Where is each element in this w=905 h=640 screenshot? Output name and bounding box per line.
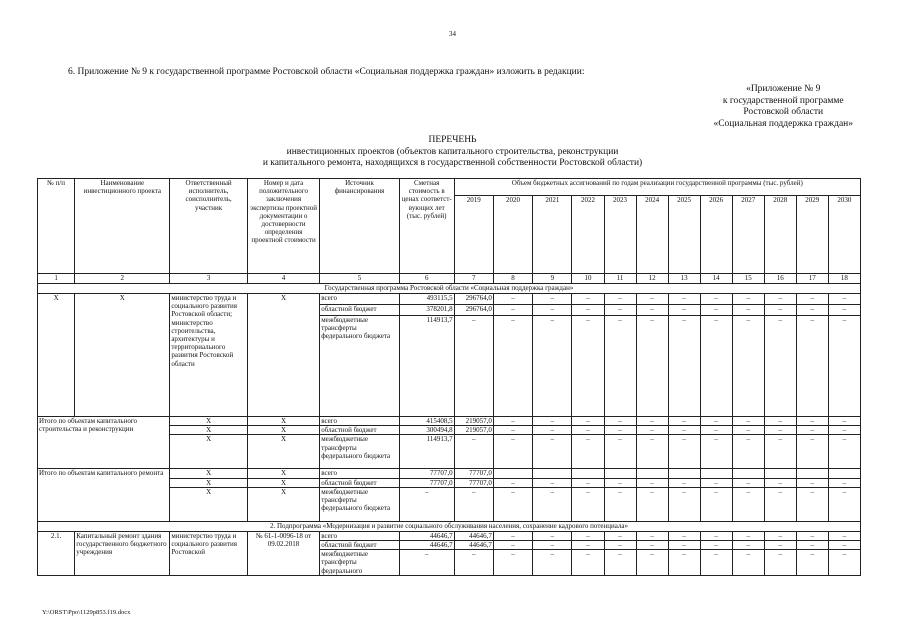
cell-x: Х — [170, 417, 248, 426]
dash-cell: – — [604, 305, 636, 316]
dash-cell: – — [604, 435, 636, 469]
col-number: 13 — [668, 274, 700, 284]
dash-cell: – — [636, 305, 668, 316]
dash-cell: – — [668, 426, 700, 435]
cost-cell: 114913,7 — [399, 316, 454, 417]
dash-cell: – — [700, 426, 732, 435]
dash-cell: – — [604, 541, 636, 550]
dash-cell: – — [668, 550, 700, 576]
dash-cell: – — [796, 316, 828, 417]
dash-cell: – — [572, 426, 604, 435]
dash-cell: – — [533, 550, 572, 576]
dash-cell: – — [796, 541, 828, 550]
source-cell: областной бюджет — [320, 305, 400, 316]
cell-x: Х — [247, 478, 319, 487]
year-header: 2023 — [604, 196, 636, 274]
dash-cell: – — [732, 294, 764, 305]
year-header: 2024 — [636, 196, 668, 274]
dash-cell: – — [700, 550, 732, 576]
dash-cell: – — [796, 305, 828, 316]
dash-cell: – — [493, 531, 532, 540]
dash-cell: – — [796, 294, 828, 305]
col-number: 2 — [75, 274, 170, 284]
table-row — [38, 294, 861, 305]
dash-cell: – — [668, 305, 700, 316]
dash-cell: – — [668, 294, 700, 305]
cost-cell: – — [399, 487, 454, 521]
dash-cell: – — [668, 487, 700, 521]
dash-cell: – — [700, 305, 732, 316]
col-number: 3 — [170, 274, 248, 284]
dash-cell: – — [668, 541, 700, 550]
executor-cell: министерство труда и социального развития Ростовской области; министерство строительства, архитектуры и территориального развития Ростовской области — [170, 294, 248, 417]
source-cell: областной бюджет — [320, 426, 400, 435]
dash-cell: – — [828, 487, 860, 521]
title-line: ПЕРЕЧЕНЬ — [428, 135, 477, 145]
cell-x: Х — [247, 487, 319, 521]
dash-cell: – — [604, 316, 636, 417]
dash-cell: – — [572, 550, 604, 576]
dash-cell: – — [732, 305, 764, 316]
year-header: 2026 — [700, 196, 732, 274]
dash-cell: – — [796, 417, 828, 426]
dash-cell: – — [828, 426, 860, 435]
dash-cell: – — [636, 550, 668, 576]
dash-cell: – — [700, 478, 732, 487]
header-cost: Сметная стоимость в ценах соответст-вующих лет (тыс. рублей) — [399, 179, 454, 274]
page-number: 34 — [449, 30, 456, 38]
col-number: 14 — [700, 274, 732, 284]
dash-cell: – — [764, 550, 796, 576]
cell-x: Х — [247, 417, 319, 426]
header-expertise: Номер и дата положительного заключения экспертизы проектной документации о достоверности определения проектной стоимости — [247, 179, 319, 274]
dash-cell: – — [572, 541, 604, 550]
dash-cell: – — [572, 435, 604, 469]
cell-x: Х — [170, 426, 248, 435]
dash-cell: – — [700, 435, 732, 469]
col-number: 9 — [533, 274, 572, 284]
column-number-row — [38, 274, 861, 284]
dash-cell: – — [493, 487, 532, 521]
dash-cell: – — [796, 531, 828, 540]
dash-cell: – — [572, 316, 604, 417]
dash-cell: – — [732, 435, 764, 469]
dash-cell: – — [828, 316, 860, 417]
year-cell: – — [454, 435, 493, 469]
col-number: 4 — [247, 274, 319, 284]
dash-cell: – — [493, 417, 532, 426]
dash-cell: – — [493, 550, 532, 576]
dash-cell: – — [636, 435, 668, 469]
year-cell: 77707,0 — [454, 469, 493, 478]
col-number: 7 — [454, 274, 493, 284]
dash-cell: – — [572, 478, 604, 487]
year-cell: 296764,0 — [454, 294, 493, 305]
dash-cell: – — [764, 435, 796, 469]
dash-cell: – — [636, 541, 668, 550]
source-cell: межбюджетные трансферты федерального бюджета — [320, 435, 400, 469]
intro-text: 6. Приложение № 9 к государственной программе Ростовской области «Социальная поддержка граждан» изложить в редакции: — [68, 67, 585, 77]
dash-cell: – — [764, 426, 796, 435]
dash-cell: – — [796, 487, 828, 521]
cell-x: Х — [170, 435, 248, 469]
col-number: 12 — [636, 274, 668, 284]
dash-cell: – — [493, 316, 532, 417]
year-cell: – — [454, 316, 493, 417]
dash-cell: – — [700, 294, 732, 305]
dash-cell: – — [533, 426, 572, 435]
year-header: 2027 — [732, 196, 764, 274]
dash-cell: – — [636, 294, 668, 305]
dash-cell: – — [700, 487, 732, 521]
dash-cell: – — [572, 531, 604, 540]
dash-cell: – — [828, 478, 860, 487]
cost-cell: – — [399, 550, 454, 576]
dash-cell: – — [764, 305, 796, 316]
dash-cell: – — [668, 435, 700, 469]
dash-cell: – — [636, 531, 668, 540]
cell-x: Х — [75, 294, 170, 417]
dash-cell: – — [604, 487, 636, 521]
year-header: 2028 — [764, 196, 796, 274]
col-number: 6 — [399, 274, 454, 284]
dash-cell: – — [636, 487, 668, 521]
col-number: 15 — [732, 274, 764, 284]
col-number: 17 — [796, 274, 828, 284]
executor-cell: министерство труда и социального развития Ростовской — [170, 531, 248, 575]
section-row — [38, 521, 861, 531]
year-header: 2020 — [493, 196, 532, 274]
dash-cell: – — [604, 531, 636, 540]
dash-cell: – — [668, 316, 700, 417]
dash-cell: – — [533, 417, 572, 426]
dash-cell: – — [700, 417, 732, 426]
dash-cell: – — [636, 417, 668, 426]
dash-cell: – — [493, 426, 532, 435]
dash-cell: – — [533, 487, 572, 521]
dash-cell: – — [828, 550, 860, 576]
dash-cell: – — [732, 426, 764, 435]
dash-cell: – — [533, 531, 572, 540]
cell-x: Х — [170, 487, 248, 521]
title-line: и капитального ремонта, находящихся в государственной собственности Ростовской области) — [262, 158, 643, 168]
year-header: 2025 — [668, 196, 700, 274]
dash-cell: – — [636, 316, 668, 417]
dash-cell: – — [764, 478, 796, 487]
col-number: 18 — [828, 274, 860, 284]
dash-cell: – — [604, 550, 636, 576]
dash-cell: – — [796, 550, 828, 576]
col-number: 10 — [572, 274, 604, 284]
table-row — [38, 531, 861, 540]
col-number: 5 — [320, 274, 400, 284]
appendix-line: «Социальная поддержка граждан» — [713, 118, 853, 129]
section-title: Государственная программа Ростовской области «Социальная поддержка граждан» — [38, 284, 861, 294]
year-header: 2019 — [454, 196, 493, 274]
file-path-footer: Y:\ORST\Ppo\1129p853.f19.docx — [42, 609, 131, 616]
total-label: Итого по объектам капитального ремонта — [38, 469, 170, 521]
dash-cell: – — [533, 541, 572, 550]
dash-cell: – — [828, 435, 860, 469]
year-header: 2029 — [796, 196, 828, 274]
source-cell: областной бюджет — [320, 478, 400, 487]
year-cell: 296764,0 — [454, 305, 493, 316]
dash-cell: – — [572, 294, 604, 305]
dash-cell: – — [493, 478, 532, 487]
year-cell: 219057,0 — [454, 426, 493, 435]
source-cell: межбюджетные трансферты федерального — [320, 550, 400, 576]
cell-x: Х — [247, 469, 319, 478]
project-name: Капитальный ремонт здания государственного бюджетного учреждения — [75, 531, 170, 575]
cost-cell: 114913,7 — [399, 435, 454, 469]
dash-cell: – — [604, 426, 636, 435]
dash-cell: – — [700, 316, 732, 417]
header-num: № п/п — [38, 179, 75, 274]
dash-cell: – — [493, 435, 532, 469]
dash-cell: – — [668, 531, 700, 540]
year-header: 2030 — [828, 196, 860, 274]
dash-cell: – — [668, 478, 700, 487]
source-cell: всего — [320, 417, 400, 426]
table-row — [38, 469, 861, 478]
col-number: 1 — [38, 274, 75, 284]
dash-cell: – — [732, 478, 764, 487]
cell-x: Х — [247, 426, 319, 435]
dash-cell: – — [732, 550, 764, 576]
dash-cell: – — [604, 294, 636, 305]
expertise-cell: № 61-1-0096-18 от 09.02.2018 — [247, 531, 319, 575]
header-project: Наименование инвестиционного проекта — [75, 179, 170, 274]
dash-cell: – — [533, 305, 572, 316]
year-cell: 77707,0 — [454, 478, 493, 487]
dash-cell: – — [533, 316, 572, 417]
col-number: 16 — [764, 274, 796, 284]
year-cell: 44646,7 — [454, 531, 493, 540]
header-budget: Объем бюджетных ассигнований по годам реализации государственной программы (тыс. рублей) — [454, 179, 860, 196]
cell-x: Х — [170, 478, 248, 487]
cost-cell: 77707,0 — [399, 469, 454, 478]
dash-cell: – — [796, 426, 828, 435]
year-cell: – — [454, 550, 493, 576]
header-source: Источник финансирования — [320, 179, 400, 274]
appendix-line: к государственной программе — [722, 95, 844, 106]
section-title: 2. Подпрограмма «Модернизация и развитие социального обслуживания населения, сохранение кадрового потенциала» — [38, 521, 861, 531]
total-label: Итого по объектам капитального строительства и реконструкции — [38, 417, 170, 469]
dash-cell: – — [764, 417, 796, 426]
dash-cell: – — [636, 426, 668, 435]
dash-cell: – — [493, 305, 532, 316]
dash-cell: – — [828, 541, 860, 550]
year-cell: 44646,7 — [454, 541, 493, 550]
dash-cell: – — [828, 294, 860, 305]
dash-cell: – — [796, 478, 828, 487]
cost-cell: 44646,7 — [399, 531, 454, 540]
source-cell: межбюджетные трансферты федерального бюджета — [320, 316, 400, 417]
dash-cell: – — [533, 294, 572, 305]
header-executor: Ответственный исполнитель, соисполнитель, участник — [170, 179, 248, 274]
appendix-header — [713, 84, 853, 130]
dash-cell: – — [732, 541, 764, 550]
cost-cell: 44646,7 — [399, 541, 454, 550]
dash-cell: – — [604, 417, 636, 426]
dash-cell: – — [533, 478, 572, 487]
dash-cell: – — [828, 305, 860, 316]
dash-cell: – — [764, 316, 796, 417]
source-cell: всего — [320, 531, 400, 540]
document-title — [0, 135, 905, 170]
cell-x: Х — [247, 294, 319, 417]
dash-cell: – — [796, 435, 828, 469]
dash-cell: – — [668, 417, 700, 426]
dash-cell: – — [764, 541, 796, 550]
appendix-line: «Приложение № 9 — [746, 84, 821, 94]
cost-cell: 415408,5 — [399, 417, 454, 426]
dash-cell: – — [828, 417, 860, 426]
dash-cell: – — [764, 487, 796, 521]
year-cell: 219057,0 — [454, 417, 493, 426]
dash-cell: – — [700, 531, 732, 540]
dash-cell: – — [764, 531, 796, 540]
cell-x: Х — [38, 294, 75, 417]
cell-x: Х — [247, 435, 319, 469]
dash-cell: – — [572, 305, 604, 316]
cost-cell: 378201,8 — [399, 305, 454, 316]
dash-cell: – — [604, 478, 636, 487]
row-number: 2.1. — [38, 531, 75, 575]
dash-cell: – — [732, 487, 764, 521]
investment-table — [37, 178, 861, 576]
dash-cell: – — [732, 531, 764, 540]
dash-cell: – — [533, 435, 572, 469]
year-header: 2022 — [572, 196, 604, 274]
table-row — [38, 417, 861, 426]
dash-cell: – — [700, 541, 732, 550]
dash-cell: – — [493, 541, 532, 550]
dash-cell: – — [636, 478, 668, 487]
cost-cell: 493115,5 — [399, 294, 454, 305]
source-cell: межбюджетные трансферты федерального бюджета — [320, 487, 400, 521]
source-cell: всего — [320, 294, 400, 305]
dash-cell: – — [828, 531, 860, 540]
source-cell: всего — [320, 469, 400, 478]
year-cell: – — [454, 487, 493, 521]
cost-cell: 300494,8 — [399, 426, 454, 435]
dash-cell: – — [493, 294, 532, 305]
col-number: 11 — [604, 274, 636, 284]
dash-cell: – — [764, 294, 796, 305]
col-number: 8 — [493, 274, 532, 284]
dash-cell: – — [572, 487, 604, 521]
header-row — [38, 179, 861, 196]
dash-cell: – — [572, 417, 604, 426]
section-row — [38, 284, 861, 294]
cost-cell: 77707,0 — [399, 478, 454, 487]
appendix-line: Ростовской области — [743, 107, 824, 117]
dash-cell: – — [732, 417, 764, 426]
cell-x: Х — [170, 469, 248, 478]
year-header: 2021 — [533, 196, 572, 274]
source-cell: областной бюджет — [320, 541, 400, 550]
title-line: инвестиционных проектов (объектов капитального строительства, реконструкции — [286, 146, 619, 157]
dash-cell: – — [732, 316, 764, 417]
